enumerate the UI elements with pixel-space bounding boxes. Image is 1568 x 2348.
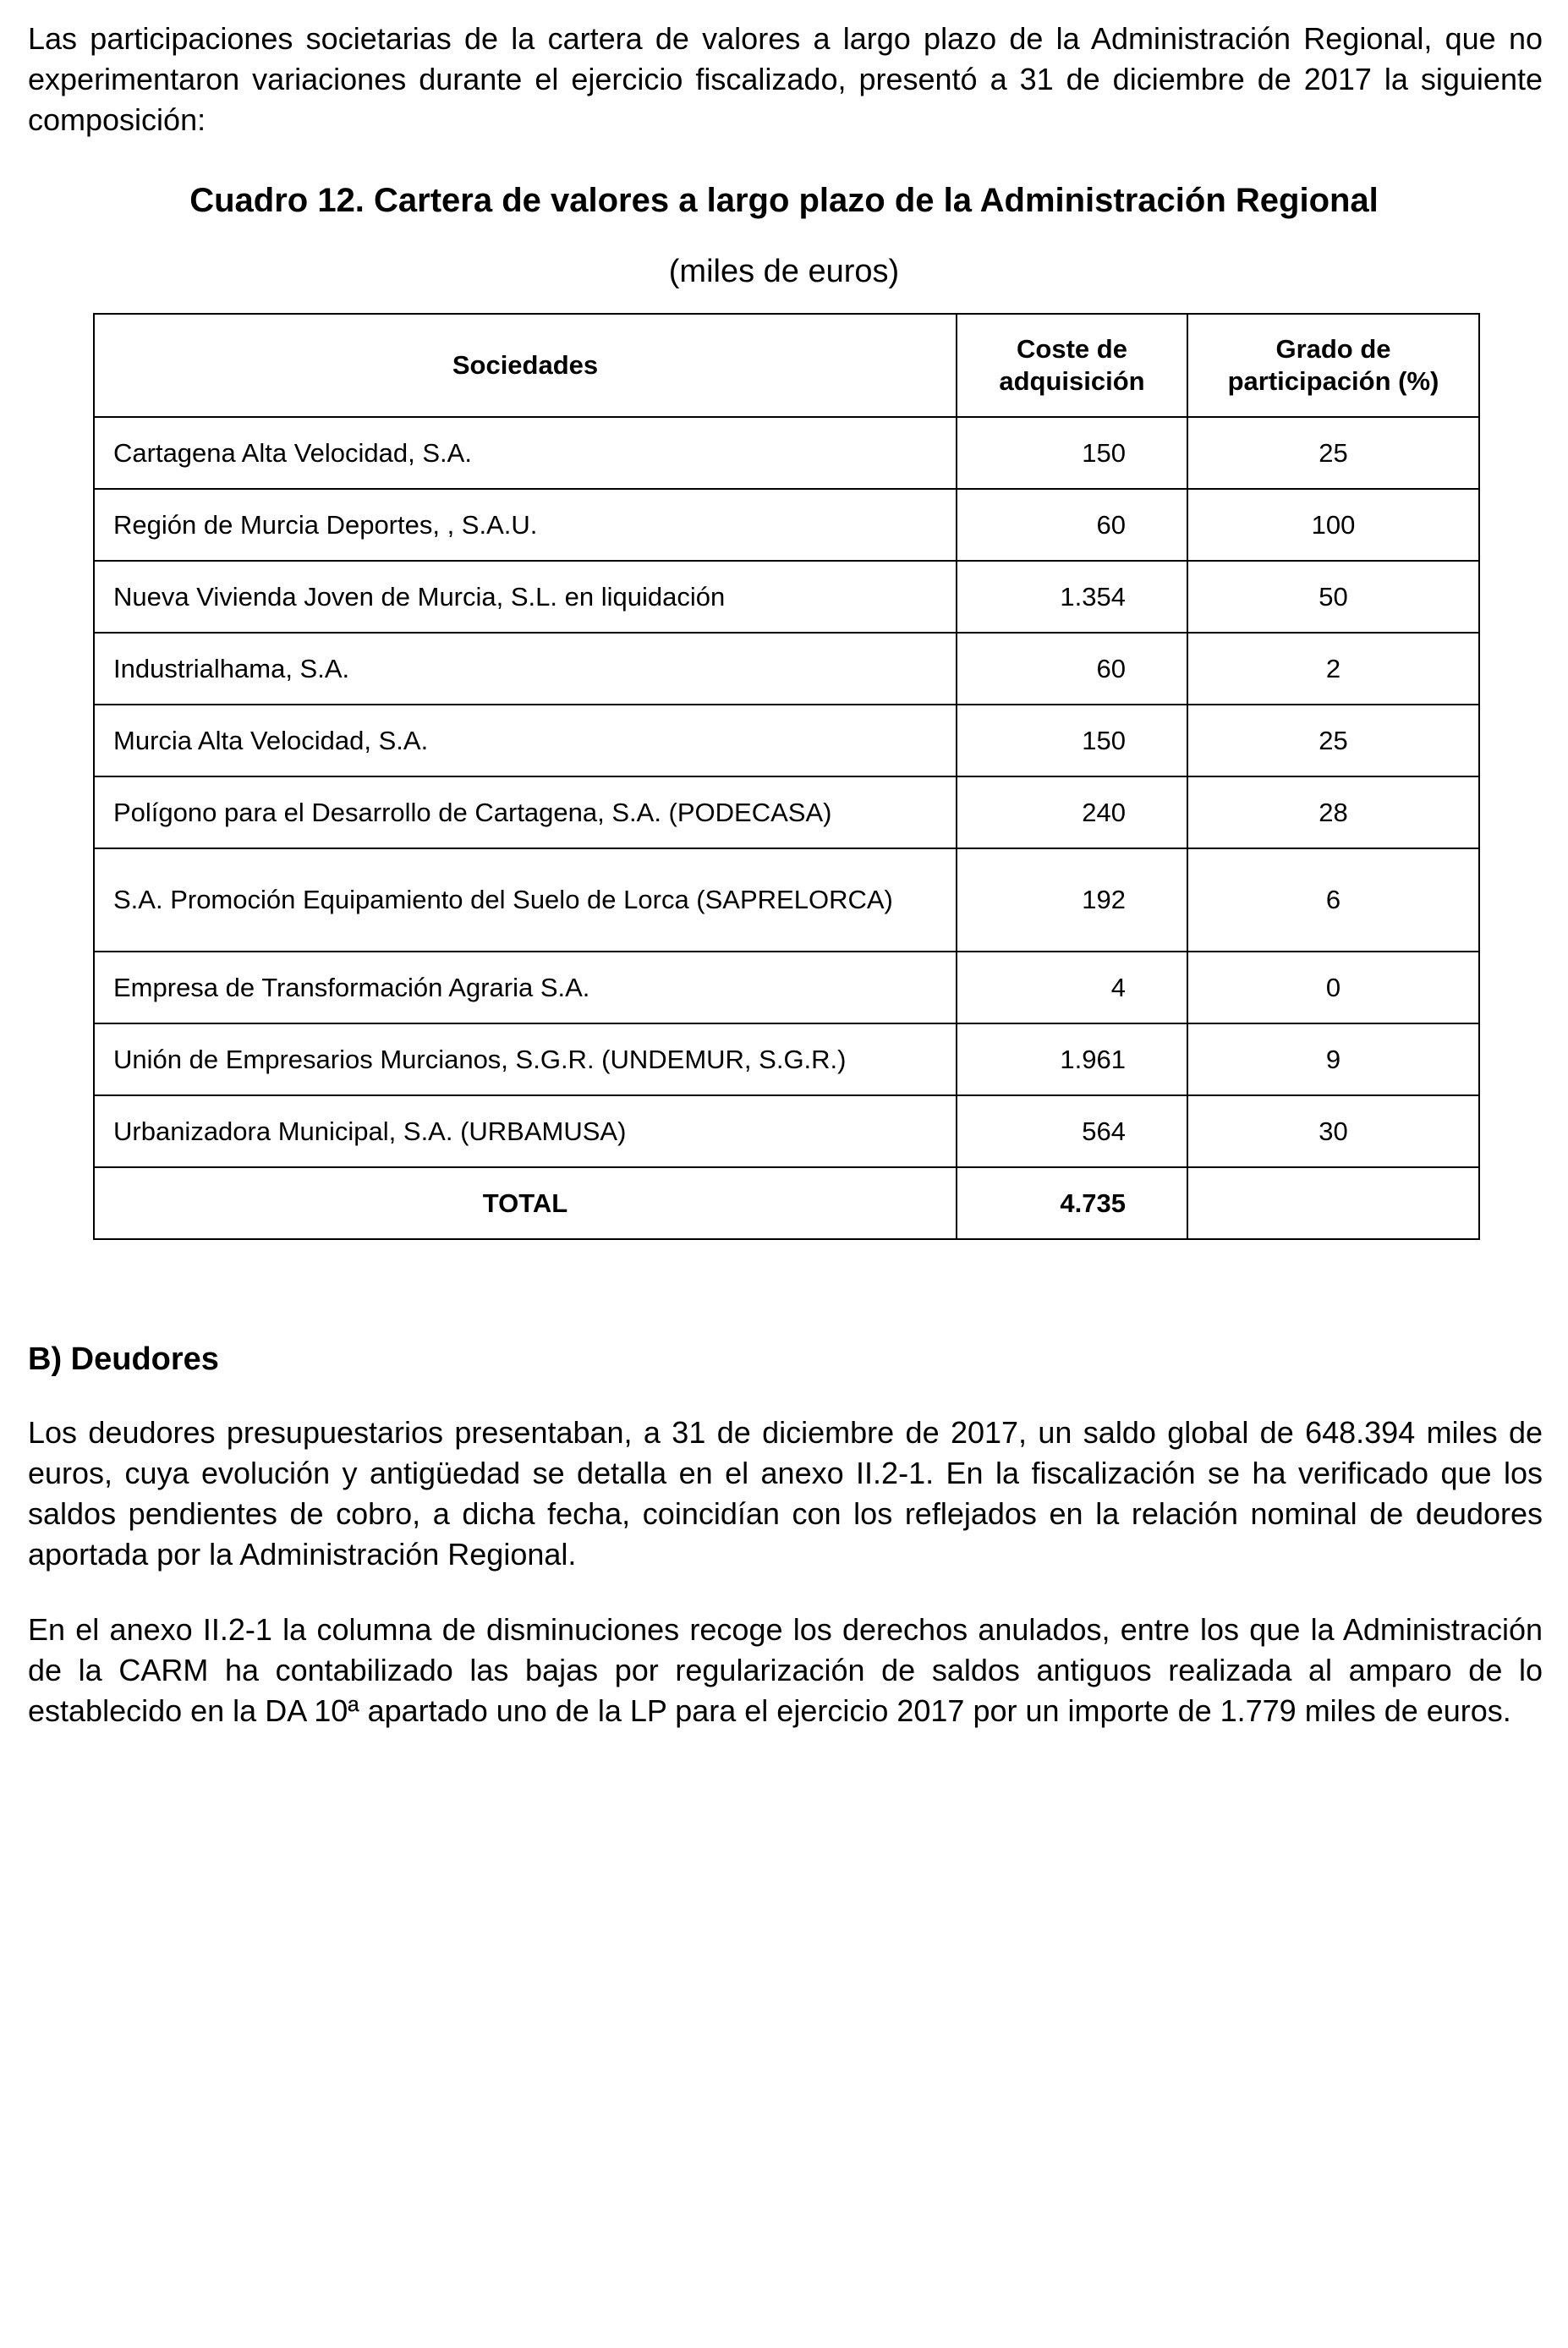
acquisition-cost: 240 xyxy=(957,776,1187,848)
table-row xyxy=(94,848,1479,952)
acquisition-cost: 150 xyxy=(957,417,1187,489)
table-row xyxy=(94,561,1479,633)
table-row xyxy=(94,489,1479,561)
table-row xyxy=(94,1023,1479,1095)
portfolio-table xyxy=(93,313,1480,1240)
table-title: Cuadro 12. Cartera de valores a largo plazo de la Administración Regional xyxy=(189,182,1379,219)
participation-pct: 6 xyxy=(1187,848,1479,952)
header-share: Grado de participación (%) xyxy=(1187,314,1479,417)
participation-pct: 2 xyxy=(1187,633,1479,705)
debtors-paragraph: Los deudores presupuestarios presentaban, a 31 de diciembre de 2017, un saldo global de 648.394 miles de euros, cuya evolución y antigüedad se detalla en el anexo II.2-1. En la fiscalización se ha verificado que los saldos pendientes de cobro, a dicha fecha, coincidían con los reflejados en la relación nominal de deudores aportada por la Administración Regional. xyxy=(28,1415,1543,1572)
company-name: Urbanizadora Municipal, S.A. (URBAMUSA) xyxy=(94,1095,957,1167)
participation-pct: 9 xyxy=(1187,1023,1479,1095)
company-name: Cartagena Alta Velocidad, S.A. xyxy=(94,417,957,489)
table-header-row xyxy=(94,314,1479,417)
table-row xyxy=(94,1095,1479,1167)
total-share xyxy=(1187,1167,1479,1239)
acquisition-cost: 564 xyxy=(957,1095,1187,1167)
company-name: Murcia Alta Velocidad, S.A. xyxy=(94,705,957,776)
participation-pct: 25 xyxy=(1187,705,1479,776)
acquisition-cost: 1.354 xyxy=(957,561,1187,633)
acquisition-cost: 60 xyxy=(957,489,1187,561)
section-heading: B) Deudores xyxy=(28,1341,219,1377)
table-row xyxy=(94,705,1479,776)
company-name: Empresa de Transformación Agraria S.A. xyxy=(94,952,957,1023)
acquisition-cost: 1.961 xyxy=(957,1023,1187,1095)
table-total-row xyxy=(94,1167,1479,1239)
annex-paragraph: En el anexo II.2-1 la columna de disminuciones recoge los derechos anulados, entre los que la Administración de la CARM ha contabilizado las bajas por regularización de saldos antiguos realizada al amparo de lo establecido en la DA 10ª apartado uno de la LP para el ejercicio 2017 por un importe de 1.779 miles de euros. xyxy=(28,1612,1543,1728)
company-name: Polígono para el Desarrollo de Cartagena, S.A. (PODECASA) xyxy=(94,776,957,848)
table-row xyxy=(94,952,1479,1023)
company-name: Industrialhama, S.A. xyxy=(94,633,957,705)
total-cost: 4.735 xyxy=(957,1167,1187,1239)
table-row xyxy=(94,633,1479,705)
participation-pct: 100 xyxy=(1187,489,1479,561)
participation-pct: 28 xyxy=(1187,776,1479,848)
table-row xyxy=(94,776,1479,848)
table-units: (miles de euros) xyxy=(668,254,900,289)
acquisition-cost: 4 xyxy=(957,952,1187,1023)
acquisition-cost: 60 xyxy=(957,633,1187,705)
participation-pct: 25 xyxy=(1187,417,1479,489)
company-name: Nueva Vivienda Joven de Murcia, S.L. en liquidación xyxy=(94,561,957,633)
header-company: Sociedades xyxy=(94,314,957,417)
company-name: Región de Murcia Deportes, , S.A.U. xyxy=(94,489,957,561)
acquisition-cost: 192 xyxy=(957,848,1187,952)
company-name: Unión de Empresarios Murcianos, S.G.R. (UNDEMUR, S.G.R.) xyxy=(94,1023,957,1095)
intro-paragraph: Las participaciones societarias de la cartera de valores a largo plazo de la Administración Regional, que no experimentaron variaciones durante el ejercicio fiscalizado, presentó a 31 de diciembre de 2017 la siguiente composición: xyxy=(28,21,1543,137)
header-cost: Coste de adquisición xyxy=(957,314,1187,417)
participation-pct: 30 xyxy=(1187,1095,1479,1167)
table-row xyxy=(94,417,1479,489)
participation-pct: 50 xyxy=(1187,561,1479,633)
company-name: S.A. Promoción Equipamiento del Suelo de Lorca (SAPRELORCA) xyxy=(94,848,957,952)
total-label: TOTAL xyxy=(94,1167,957,1239)
participation-pct: 0 xyxy=(1187,952,1479,1023)
acquisition-cost: 150 xyxy=(957,705,1187,776)
